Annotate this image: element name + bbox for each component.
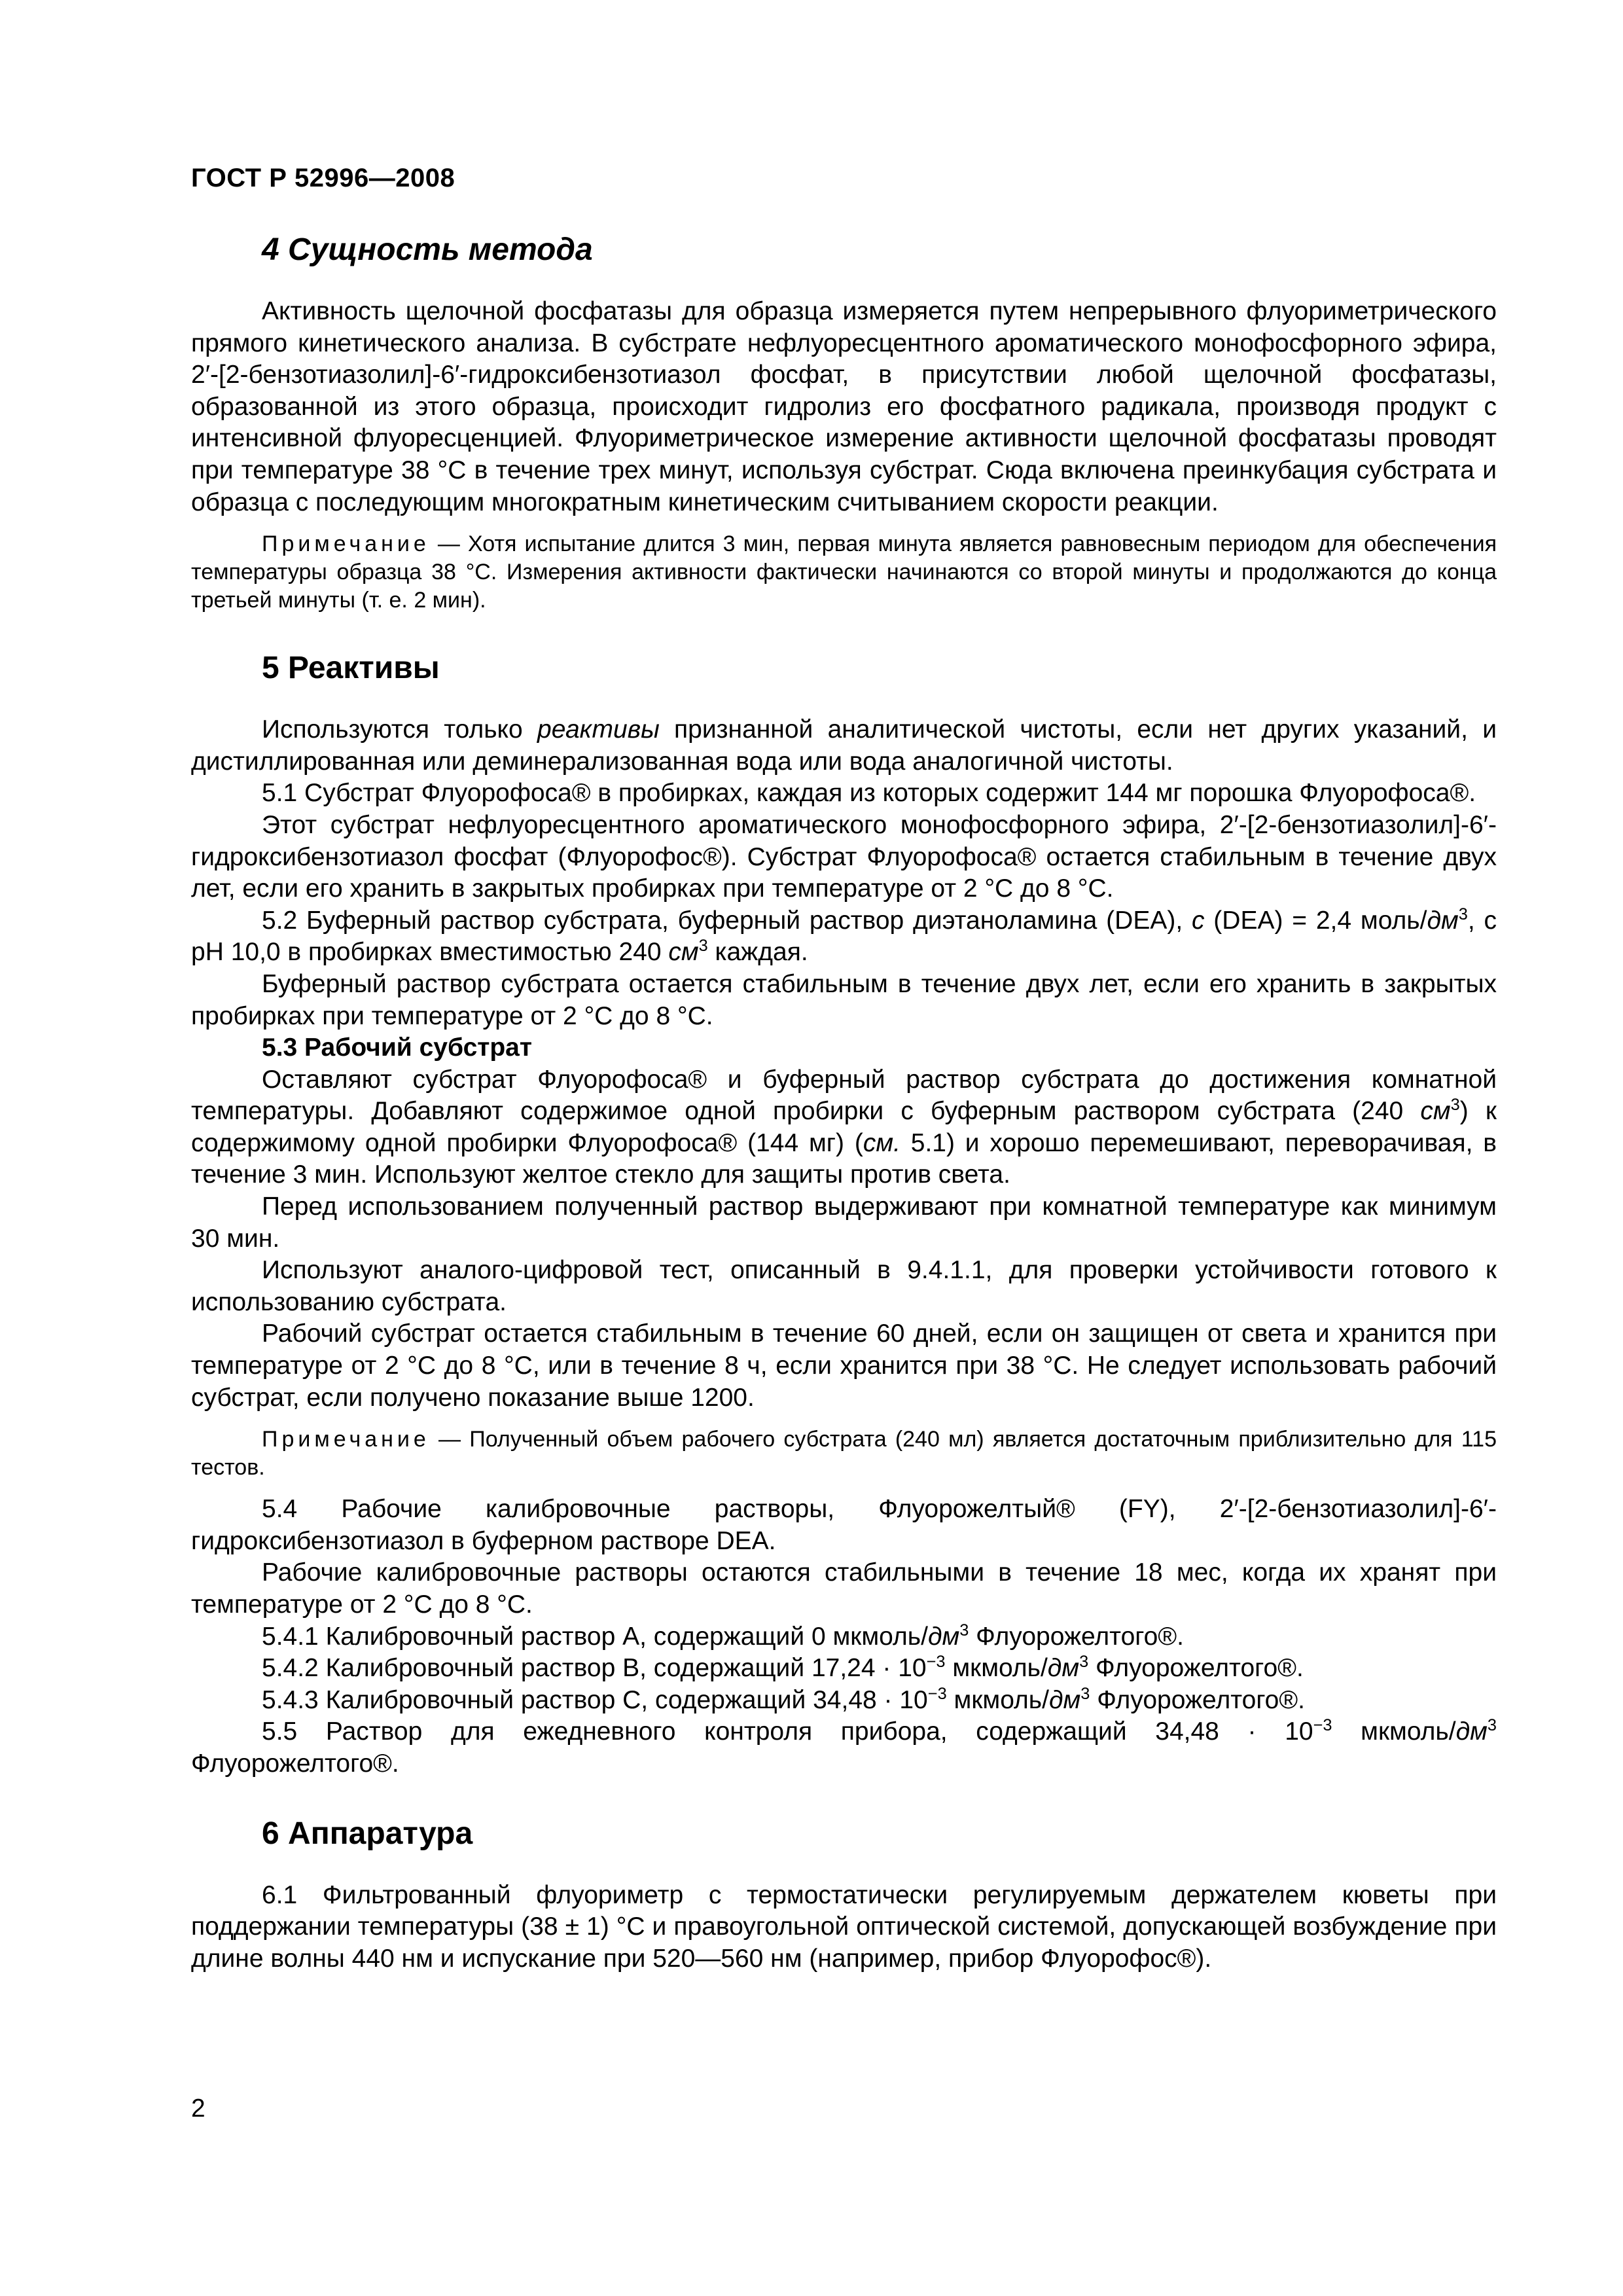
clause-5-3-c: Используют аналого-цифровой тест, описанный в 9.4.1.1, для проверки устойчивости готового к использованию субстрата. <box>191 1256 1497 1316</box>
clause-5-4: 5.4 Рабочие калибровочные растворы, Флуорожелтый® (FY), 2′-[2-бензотиазолил]-6′-гидроксибензотиазол в буферном растворе DEA. <box>191 1495 1497 1555</box>
document-code: ГОСТ Р 52996—2008 <box>191 164 455 192</box>
c53-sup: 3 <box>1450 1096 1460 1115</box>
clause-5-3-heading: 5.3 Рабочий субстрат <box>262 1033 532 1062</box>
c52-e: каждая. <box>707 938 808 967</box>
c541-sup: 3 <box>959 1621 969 1640</box>
clause-5-1: 5.1 Субстрат Флуорофоса® в пробирках, каждая из которых содержит 144 мг порошка Флуорофоса®. <box>262 779 1476 808</box>
clause-5-5 <box>191 1716 1497 1780</box>
intro-text-a: Используются только <box>262 715 538 744</box>
clause-5-3-d: Рабочий субстрат остается стабильным в течение 60 дней, если он защищен от света и хранится при температуре от 2 °С до 8 °С, или в течение 8 ч, если хранится при 38 °С. Не следует использовать рабочий субстрат, если получено показание выше 1200. <box>191 1319 1497 1412</box>
c55-b: мкмоль/ <box>1332 1717 1456 1746</box>
c52-c: c <box>1192 906 1205 935</box>
c543-unit: дм <box>1048 1685 1081 1714</box>
c541-unit: дм <box>927 1622 960 1651</box>
clause-5-4-3 <box>191 1685 1497 1717</box>
c55-exp: −3 <box>1313 1716 1332 1735</box>
section-4-heading: 4 Сущность метода <box>262 232 593 267</box>
c542-unit: дм <box>1047 1654 1080 1683</box>
c53-c: 5.1) и хорошо перемешивают, переворачивая, в течение 3 мин. Используют желтое стекло для защиты против света. <box>191 1128 1497 1189</box>
c55-unit: дм <box>1455 1717 1488 1746</box>
section-4-paragraph: Активность щелочной фосфатазы для образца измеряется путем непрерывного флуориметрического прямого кинетического анализа. В субстрате нефлуоресцентного ароматического монофосфорного эфира, 2′-[2-бензотиазолил]-6′-гидроксибензотиазол фосфат, в присутствии любой щелочной фосфатазы, образованной из этого образца, происходит гидролиз его фосфатного радикала, производя продукт с интенсивной флуоресценцией. Флуориметрическое измерение активности щелочной фосфатазы проводят при температуре 38 °С в течение трех минут, используя субстрат. Сюда включена преинкубация субстрата и образца с последующим многократным кинетическим считыванием скорости реакции. <box>191 297 1497 516</box>
section-5-intro <box>191 714 1497 778</box>
note2-text: — Полученный объем рабочего субстрата (240 мл) является достаточным приблизительно для 115 тестов. <box>191 1427 1497 1480</box>
c541-a: 5.4.1 Калибровочный раствор А, содержащий 0 мкмоль/ <box>262 1622 928 1651</box>
clause-5-2 <box>191 905 1497 969</box>
c55-c: Флуорожелтого®. <box>191 1749 399 1778</box>
note-text: — Хотя испытание длится 3 мин, первая минута является равновесным периодом для обеспечения температуры образца 38 °С. Измерения активности фактически начинаются со второй минуты и продолжаются до конца третьей минуты (т. е. 2 мин). <box>191 531 1497 613</box>
note2-label: Примечание <box>262 1427 430 1452</box>
c543-a: 5.4.3 Калибровочный раствор С, содержащий 34,48 · 10 <box>262 1685 928 1714</box>
c543-b: мкмоль/ <box>946 1685 1049 1714</box>
c53-unit: см <box>1420 1097 1451 1126</box>
document-body <box>191 230 1497 1975</box>
c543-sup: 3 <box>1080 1684 1090 1703</box>
c542-sup: 3 <box>1079 1653 1089 1672</box>
note-label: Примечание <box>262 531 430 557</box>
c542-a: 5.4.2 Калибровочный раствор В, содержащий 17,24 · 10 <box>262 1654 927 1683</box>
clause-5-4-2 <box>191 1653 1497 1685</box>
c542-exp: −3 <box>926 1653 946 1672</box>
c542-b: мкмоль/ <box>945 1654 1048 1683</box>
clause-5-3 <box>191 1064 1497 1191</box>
c52-unit: дм <box>1427 906 1459 935</box>
c543-c: Флуорожелтого®. <box>1090 1685 1305 1714</box>
c542-c: Флуорожелтого®. <box>1088 1654 1304 1683</box>
c52-b: (DEA) = 2,4 моль/ <box>1204 906 1427 935</box>
section-5-note <box>191 1426 1497 1482</box>
clause-5-3-b: Перед использованием полученный раствор выдерживают при комнатной температуре как минимум 30 мин. <box>191 1193 1497 1253</box>
intro-italic: реактивы <box>537 715 660 744</box>
c543-exp: −3 <box>927 1684 947 1703</box>
c53-see: см. <box>863 1128 901 1157</box>
intro-text-b: признанной аналитической чистоты, если нет других указаний, и дистиллированная или деминерализованная вода или вода аналогичной чистоты. <box>191 715 1497 776</box>
clause-6-1: 6.1 Фильтрованный флуориметр с термостатически регулируемым держателем кюветы при поддержании температуры (38 ± 1) °С и правоугольной оптической системой, допускающей возбуждение при длине волны 440 нм и испускание при 520—560 нм (например, прибор Флуорофос®). <box>191 1880 1497 1973</box>
page-number: 2 <box>191 2094 205 2123</box>
c52-d: , с pH 10,0 в пробирках вместимостью 240 <box>191 906 1497 967</box>
section-5-heading: 5 Реактивы <box>262 651 440 686</box>
clause-5-2-detail: Буферный раствор субстрата остается стабильным в течение двух лет, если его хранить в закрытых пробирках при температуре от 2 °С до 8 °С. <box>191 969 1497 1030</box>
section-6-heading: 6 Аппаратура <box>262 1816 473 1851</box>
clause-5-1-detail: Этот субстрат нефлуоресцентного ароматического монофосфорного эфира, 2′-[2-бензотиазолил]-6′-гидроксибензотиазол фосфат (Флуорофос®). Субстрат Флуорофоса® остается стабильным в течение двух лет, если его хранить в закрытых пробирках при температуре от 2 °С до 8 °С. <box>191 810 1497 903</box>
c52-unit2: см <box>668 938 699 967</box>
c53-a: Оставляют субстрат Флуорофоса® и буферный раствор субстрата до достижения комнатной температуры. Добавляют содержимое одной пробирки с буферным раствором субстрата (240 <box>191 1065 1497 1126</box>
clause-5-4-detail: Рабочие калибровочные растворы остаются стабильными в течение 18 мес, когда их хранят при температуре от 2 °С до 8 °С. <box>191 1558 1497 1619</box>
c52-sup2: 3 <box>698 937 708 956</box>
c52-sup: 3 <box>1458 905 1468 924</box>
c52-a: 5.2 Буферный раствор субстрата, буферный раствор диэтаноламина (DEA), <box>262 906 1192 935</box>
clause-5-4-1 <box>191 1621 1497 1653</box>
c541-b: Флуорожелтого®. <box>969 1622 1184 1651</box>
c55-a: 5.5 Раствор для ежедневного контроля прибора, содержащий 34,48 · 10 <box>262 1717 1313 1746</box>
section-4-note <box>191 530 1497 615</box>
c53-b: ) к содержимому одной пробирки Флуорофоса® (144 мг) ( <box>191 1097 1497 1157</box>
c55-sup: 3 <box>1487 1716 1497 1735</box>
